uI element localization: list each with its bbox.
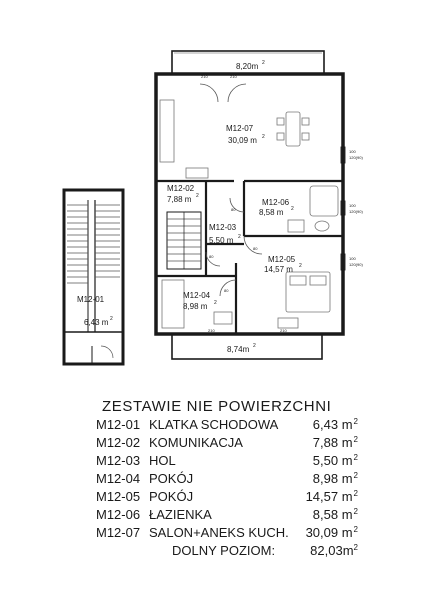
row-code: M12-05 [96, 489, 141, 504]
window-tag-3b: 120(90) [349, 262, 363, 267]
room-area-sup-m12-06: 2 [291, 206, 294, 212]
door-tag-top-left: 210 [201, 74, 208, 79]
summary-row [96, 453, 358, 471]
row-code: M12-04 [96, 471, 141, 486]
row-name: POKÓJ [149, 471, 194, 486]
room-area-sup-m12-07: 2 [262, 134, 265, 140]
summary-title: ZESTAWIE NIE POWIERZCHNI [102, 398, 332, 415]
room-area-m12-05: 14,57 m [264, 265, 293, 274]
room-area-sup-m12-01: 2 [110, 316, 113, 322]
window-tag-2: 100 [349, 203, 356, 208]
row-area: 30,09 $m^2$ [305, 525, 358, 540]
window-tag-2b: 120(90) [349, 209, 363, 214]
balcony-top-area-sup: 2 [262, 60, 265, 66]
row-area: 7,88 $m^2$ [312, 435, 358, 450]
room-area-m12-03: 5,50 m [209, 236, 234, 245]
room-area-m12-06: 8,58 m [259, 208, 284, 217]
row-code: M12-02 [96, 435, 141, 450]
room-code-m12-07: M12-07 [226, 124, 254, 133]
row-code: M12-03 [96, 453, 141, 468]
room-area-sup-m12-05: 2 [299, 263, 302, 269]
room-area-m12-02: 7,88 m [167, 195, 192, 204]
window-tag-1: 100 [349, 149, 356, 154]
summary-row [96, 507, 358, 525]
row-name: HOL [149, 453, 176, 468]
row-area: 5,50 $m^2$ [312, 453, 358, 468]
balcony-bottom-area-sup: 2 [253, 343, 256, 349]
row-area: 14,57 $m^2$ [305, 489, 358, 504]
row-name: POKÓJ [149, 489, 194, 504]
room-code-m12-06: M12-06 [262, 198, 290, 207]
door-tag-bottom-right: 210 [280, 328, 287, 333]
room-code-m12-04: M12-04 [183, 291, 211, 300]
room-code-m12-03: M12-03 [209, 223, 237, 232]
summary-row [96, 417, 358, 435]
window-tag-1b: 120(90) [349, 155, 363, 160]
room-area-m12-04: 8,98 m [183, 302, 208, 311]
door-tag-bottom-left: 210 [208, 328, 215, 333]
summary-row [96, 471, 358, 489]
room-area-sup-m12-04: 2 [214, 300, 217, 306]
row-name: SALON+ANEKS KUCH. [149, 525, 289, 540]
room-code-m12-01: M12-01 [77, 295, 105, 304]
row-area: 8,98 $m^2$ [312, 471, 358, 486]
window-tag-3: 100 [349, 256, 356, 261]
row-area: 8,58 $m^2$ [312, 507, 358, 522]
internal-stairs [167, 212, 201, 269]
row-area: 6,43 $m^2$ [312, 417, 358, 432]
door-tag-bath: 80 [231, 207, 236, 212]
room-area-sup-m12-03: 2 [238, 234, 241, 240]
summary-row [96, 435, 358, 453]
row-code: M12-01 [96, 417, 141, 432]
room-area-m12-01: 6,43 m [84, 318, 109, 327]
row-code: M12-06 [96, 507, 141, 522]
summary-row [96, 489, 358, 507]
room-code-m12-05: M12-05 [268, 255, 296, 264]
total-value: $82,03m^2$ [310, 543, 358, 558]
summary-row [96, 525, 358, 543]
door-tag-bedroom: 80 [253, 246, 258, 251]
door-tag-top-right: 210 [230, 74, 237, 79]
stairwell [64, 190, 123, 364]
row-name: KOMUNIKACJA [149, 435, 243, 450]
room-code-m12-02: M12-02 [167, 184, 195, 193]
balcony-bottom-area: 8,74m [227, 345, 250, 354]
row-name: KLATKA SCHODOWA [149, 417, 279, 432]
row-code: M12-07 [96, 525, 141, 540]
door-tag-room4: 80 [224, 288, 229, 293]
room-area-sup-m12-02: 2 [196, 193, 199, 199]
bathroom-fixtures [230, 186, 338, 232]
balcony-top-area: 8,20m [236, 62, 259, 71]
row-name: ŁAZIENKA [149, 507, 212, 522]
door-tag-hall: 80 [209, 254, 214, 259]
total-label: DOLNY POZIOM: [172, 543, 276, 558]
room-area-m12-07: 30,09 m [228, 136, 257, 145]
